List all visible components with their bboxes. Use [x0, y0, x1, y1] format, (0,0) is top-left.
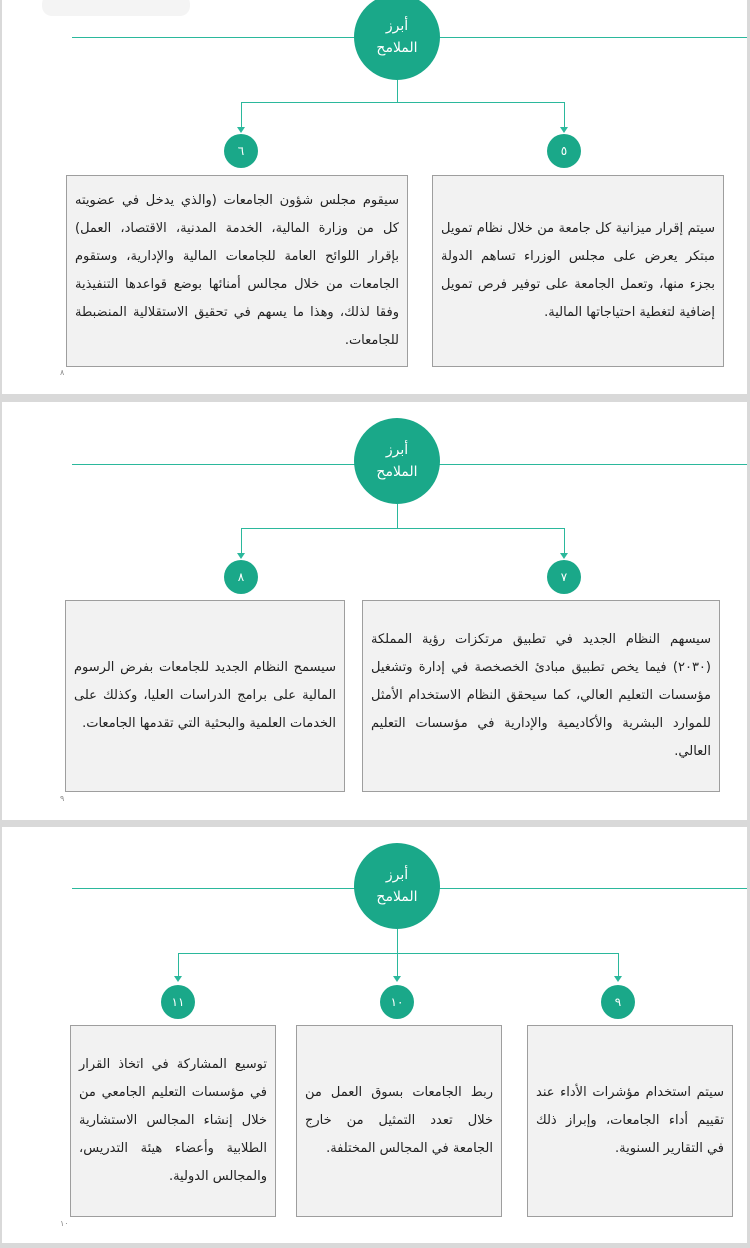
feature-text-10: ربط الجامعات بسوق العمل من خلال تعدد التمثيل من خارج الجامعة في المجالس المختلفة. — [305, 1085, 493, 1156]
connector-item-6 — [241, 102, 242, 128]
feature-box-10 — [296, 1025, 502, 1217]
feature-text-5: سيتم إقرار ميزانية كل جامعة من خلال نظام تمويل مبتكر يعرض على مجلس الوزراء تساهم الدولة بجزء منها، وتعمل الجامعة على توفير فرص تمويل إضافية لتغطية احتياجاتها المالية. — [441, 221, 715, 320]
page-number: ٨ — [60, 368, 65, 377]
connector-item-8 — [241, 528, 242, 554]
badge-line-2: الملامح — [376, 464, 418, 480]
item-number-5: ٥ — [547, 134, 581, 168]
connector-horizontal — [241, 528, 564, 529]
arrow-icon — [237, 553, 245, 559]
item-number-7: ٧ — [547, 560, 581, 594]
badge-line-1: أبرز — [385, 442, 409, 458]
feature-box-6 — [66, 175, 408, 367]
connector-item-7 — [564, 528, 565, 554]
connector-horizontal — [178, 953, 618, 954]
features-badge — [354, 418, 440, 504]
arrow-icon — [393, 976, 401, 982]
arrow-icon — [560, 553, 568, 559]
item-number-6: ٦ — [224, 134, 258, 168]
top-tab — [42, 0, 190, 16]
badge-line-1: أبرز — [385, 867, 409, 883]
connector-vertical — [397, 504, 398, 528]
badge-line-2: الملامح — [376, 889, 418, 905]
connector-item-10 — [397, 953, 398, 977]
slide-3 — [2, 827, 747, 1243]
arrow-icon — [560, 127, 568, 133]
page-number: ٩ — [60, 794, 65, 803]
connector-item-9 — [618, 953, 619, 977]
slide-2 — [2, 402, 747, 820]
item-number-11: ١١ — [161, 985, 195, 1019]
connector-item-5 — [564, 102, 565, 128]
arrow-icon — [174, 976, 182, 982]
slide-1 — [2, 0, 747, 394]
feature-box-9 — [527, 1025, 733, 1217]
feature-box-11 — [70, 1025, 276, 1217]
feature-box-8 — [65, 600, 345, 792]
page-number: ١٠ — [60, 1219, 69, 1228]
features-badge — [354, 843, 440, 929]
connector-item-11 — [178, 953, 179, 977]
badge-line-1: أبرز — [385, 18, 409, 34]
connector-horizontal — [241, 102, 564, 103]
arrow-icon — [237, 127, 245, 133]
feature-text-6: سيقوم مجلس شؤون الجامعات (والذي يدخل في عضويته كل من وزارة المالية، الخدمة المدنية، الاقتصاد، العمل) بإقرار اللوائح العامة للجامعات المالية والإدارية، وستقوم الجامعات من خلال مجالس أمنائها بوضع قواعدها التنفيذية وفقا لذلك، وهذا ما يسهم في تحقيق الاستقلالية المنضبطة للجامعات. — [75, 193, 399, 348]
item-number-8: ٨ — [224, 560, 258, 594]
features-badge — [354, 0, 440, 80]
item-number-9: ٩ — [601, 985, 635, 1019]
badge-line-2: الملامح — [376, 40, 418, 56]
item-number-10: ١٠ — [380, 985, 414, 1019]
connector-vertical — [397, 80, 398, 102]
feature-text-8: سيسمح النظام الجديد للجامعات بفرض الرسوم المالية على برامج الدراسات العليا، وكذلك على الخدمات العلمية والبحثية التي تقدمها الجامعات. — [74, 660, 336, 731]
feature-box-5 — [432, 175, 724, 367]
feature-text-7: سيسهم النظام الجديد في تطبيق مرتكزات رؤية المملكة (٢٠٣٠) فيما يخص تطبيق مبادئ الخصخصة في إدارة وتشغيل مؤسسات التعليم العالي، كما سيحقق النظام الاستخدام الأمثل للموارد البشرية والأكاديمية والإدارية في مؤسسات التعليم العالي. — [371, 632, 711, 759]
arrow-icon — [614, 976, 622, 982]
feature-text-11: توسيع المشاركة في اتخاذ القرار في مؤسسات التعليم الجامعي من خلال إنشاء المجالس الاستشارية الطلابية وأعضاء هيئة التدريس، والمجالس الدولية. — [79, 1057, 267, 1184]
connector-vertical — [397, 929, 398, 953]
feature-text-9: سيتم استخدام مؤشرات الأداء عند تقييم أداء الجامعات، وإبراز ذلك في التقارير السنوية. — [536, 1085, 724, 1156]
feature-box-7 — [362, 600, 720, 792]
